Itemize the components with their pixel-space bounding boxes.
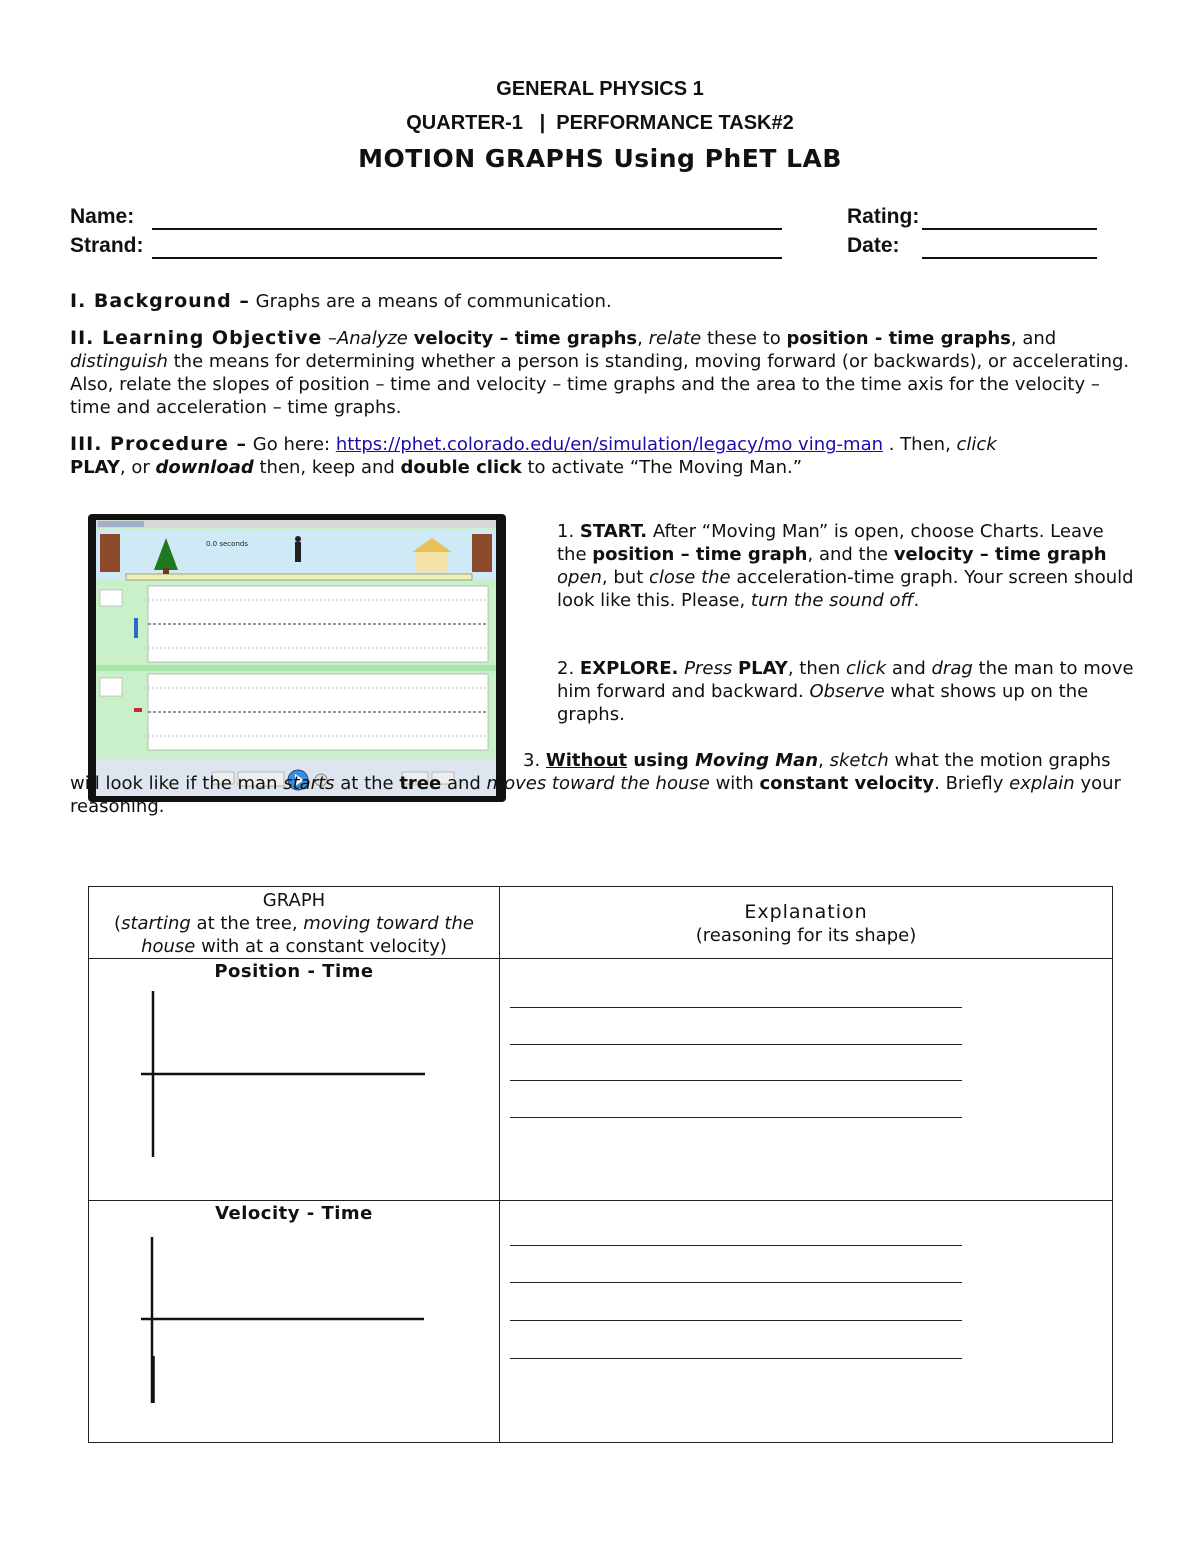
background-heading: I. Background – [70, 290, 250, 312]
name-field[interactable] [152, 228, 782, 230]
objective-section: II. Learning Objective –Analyze velocity – time graphs, relate these to position - time graphs, and distinguish the means for determining whether a person is standing, moving forward (or backwards), or accelerating. Also, relate the slopes of position – time and velocity – time graphs and the area to the time axis for the velocity – time and acceleration – time graphs. [70, 327, 1130, 418]
procedure-section: III. Procedure – Go here: https://phet.colorado.edu/en/simulation/legacy/mo ving-man . Then, click PLAY, or download then, keep and double click to activate “The Moving Man.” [70, 433, 997, 478]
answer-line[interactable] [510, 1044, 962, 1045]
answer-line[interactable] [510, 1282, 962, 1283]
step-1: 1. START. After “Moving Man” is open, choose Charts. Leave the position – time graph, and the velocity – time graph open, but close the acceleration-time graph. Your screen should look like this. Please, turn the sound off. [557, 521, 1134, 611]
background-text: Graphs are a means of communication. [249, 291, 612, 312]
position-time-graph-cell[interactable] [89, 959, 500, 1201]
answer-line[interactable] [510, 1080, 962, 1081]
page-title: MOTION GRAPHS Using PhET LAB [358, 144, 842, 173]
rating-label: Rating: [847, 205, 920, 228]
procedure-heading: III. Procedure – [70, 433, 248, 455]
house-icon [416, 550, 448, 572]
position-time-title: Position - Time [214, 961, 374, 982]
explanation-column-header: Explanation (reasoning for its shape) [500, 887, 1113, 959]
table-row [89, 1201, 1113, 1443]
objective-heading: II. Learning Objective [70, 327, 323, 349]
time-readout: 0.0 seconds [206, 540, 248, 548]
velocity-time-explanation-cell[interactable] [500, 1201, 1113, 1443]
answer-line[interactable] [510, 1245, 962, 1246]
answer-line[interactable] [510, 1320, 962, 1321]
date-label: Date: [847, 234, 900, 257]
phet-link[interactable]: https://phet.colorado.edu/en/simulation/legacy/mo ving-man [335, 434, 884, 455]
answer-line[interactable] [510, 1358, 962, 1359]
position-time-axes [89, 959, 499, 1201]
right-wall-icon [472, 534, 492, 572]
position-time-explanation-cell[interactable] [500, 959, 1113, 1201]
worksheet-table [88, 886, 1113, 1443]
left-wall-icon [100, 534, 120, 572]
velocity-time-graph-cell[interactable] [89, 1201, 500, 1443]
velocity-time-title: Velocity - Time [215, 1203, 373, 1224]
table-header-row [89, 887, 1113, 959]
background-section [70, 290, 1130, 313]
answer-line[interactable] [510, 1117, 962, 1118]
strand-label: Strand: [70, 234, 144, 257]
answer-line[interactable] [510, 1007, 962, 1008]
strand-field[interactable] [152, 257, 782, 259]
man-icon [295, 542, 301, 562]
velocity-time-axes [89, 1201, 499, 1443]
date-field[interactable] [922, 257, 1097, 259]
step-3: 3. Without using Moving Man, sketch what the motion graphs will look like if the man starts at the tree and moves toward the house with constant velocity. Briefly explain your reasoning. [70, 750, 1121, 817]
name-label: Name: [70, 205, 135, 228]
step-2: 2. EXPLORE. Press PLAY, then click and drag the man to move him forward and backward. Observe what shows up on the graphs. [557, 658, 1134, 725]
graph-column-header: GRAPH (starting at the tree, moving toward the house with at a constant velocity) [89, 887, 500, 959]
table-row [89, 959, 1113, 1201]
course-title: GENERAL PHYSICS 1 [496, 78, 704, 100]
task-title: QUARTER-1 | PERFORMANCE TASK#2 [406, 112, 794, 134]
rating-field[interactable] [922, 228, 1097, 230]
